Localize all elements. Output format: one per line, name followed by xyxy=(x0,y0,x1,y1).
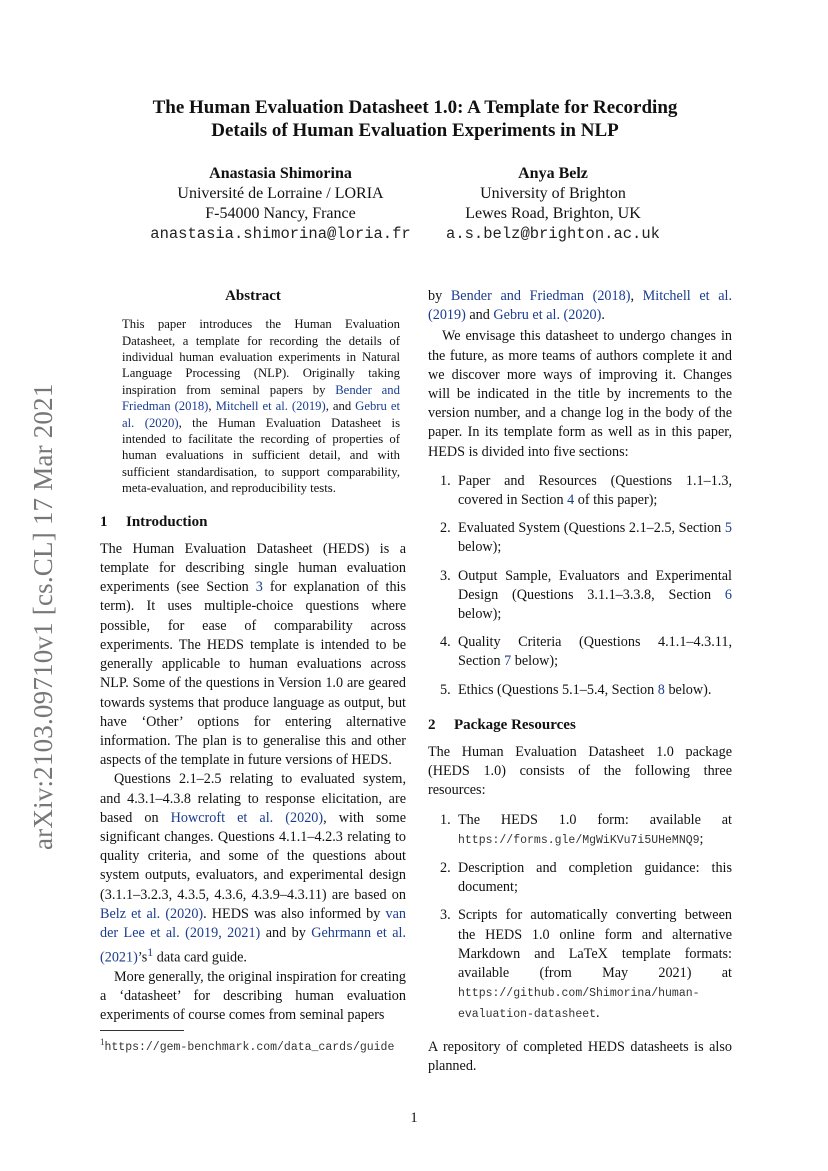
author-address: F-54000 Nancy, France xyxy=(205,205,356,222)
author-email[interactable]: anastasia.shimorina@loria.fr xyxy=(150,225,411,243)
footnote-marker: 1 xyxy=(100,1037,105,1047)
page-number: 1 xyxy=(410,1110,418,1126)
text-run: below); xyxy=(458,539,502,556)
form-url-link[interactable]: https://forms.gle/MgWiKVu7i5UHeMNQ9 xyxy=(458,833,700,847)
text-run: . xyxy=(601,307,605,324)
list-item xyxy=(428,472,732,510)
text-run: below); xyxy=(458,606,502,623)
text-run: Description and completion guidance: this document; xyxy=(458,860,732,896)
text-run: and by xyxy=(260,924,312,941)
intro-paragraph-2 xyxy=(100,770,406,968)
title-line-1: The Human Evaluation Datasheet 1.0: A Template for Recording xyxy=(152,97,678,118)
package-resources-list xyxy=(428,811,732,1024)
text-run: ; xyxy=(699,830,704,847)
text-run: data card guide. xyxy=(153,949,247,966)
text-run: . xyxy=(596,1004,600,1021)
text-run: and xyxy=(465,307,494,324)
package-intro: The Human Evaluation Datasheet 1.0 package (HEDS 1.0) consists of the following three resources: xyxy=(428,744,732,799)
author-name: Anastasia Shimorina xyxy=(209,165,352,182)
abstract-heading: Abstract xyxy=(225,288,281,304)
citation-link[interactable]: Howcroft et al. (2020) xyxy=(170,809,324,826)
intro-paragraph-3: More generally, the original inspiration for creating a ‘datasheet’ for describing human evaluation experiments of course comes from seminal papers xyxy=(100,969,406,1024)
text-run: Quality Criteria (Questions 4.1.1–4.3.11, Section xyxy=(458,634,732,670)
list-number: 1. xyxy=(440,472,451,489)
section-ref-link[interactable]: 4 xyxy=(567,492,575,509)
text-run: for explanation of this term). It uses multiple-choice questions where possible, for ease of comparability across experiments. The HEDS template is intended to be generally applicable to human evaluations across NLP. Some of the questions in Version 1.0 are geared towards systems that produce language as output, but have ‘Other’ options for entering alternative information. The plan is to generalise this and other aspects of the template in future versions of HEDS. xyxy=(100,579,407,769)
text-run: below). xyxy=(664,681,712,698)
text-run: , xyxy=(630,288,643,304)
text-run: The Human Evaluation Datasheet (HEDS) is a template for describing single human evaluation experiments (see Section xyxy=(100,540,406,596)
author-affiliation: Université de Lorraine / LORIA xyxy=(177,185,384,202)
list-number: 2. xyxy=(440,860,451,877)
list-number: 5. xyxy=(440,681,451,698)
section-heading-package-resources xyxy=(428,716,732,735)
text-run: The HEDS 1.0 form: available at xyxy=(458,811,732,828)
intro-paragraph-3-continued xyxy=(428,287,732,325)
citation-link[interactable]: van der Lee et al. (2019, 2021) xyxy=(100,905,406,941)
list-item xyxy=(428,859,732,897)
abstract-text-run: , the Human Evaluation Datasheet is intended to facilitate the recording of properties of human evaluations in sufficient detail, and with sufficient standardisation, to support comparability, meta-evaluation, and reproducibility tests. xyxy=(122,415,401,496)
citation-link[interactable]: Gebru et al. (2020) xyxy=(122,399,400,430)
intro-paragraph-1 xyxy=(100,540,406,770)
section-title: Package Resources xyxy=(454,716,576,733)
list-item xyxy=(428,633,732,671)
citation-link[interactable]: Gebru et al. (2020) xyxy=(493,307,602,324)
text-run: , with some significant changes. Questions 4.1.1–4.2.3 relating to quality criteria, and some of the questions about system outputs, evaluators, and experimental design (3.1.1–3.2.3, 4.3.5, 4.3.6, 4.3.9–4.3.11) are based on xyxy=(100,809,407,903)
section-heading-introduction xyxy=(100,513,406,532)
section-ref-link[interactable]: 3 xyxy=(255,579,263,596)
text-run: Scripts for automatically converting between the HEDS 1.0 online form and alternative Markdown and LaTeX template formats: available (from May 2021) at xyxy=(458,907,732,982)
list-number: 1. xyxy=(440,811,451,828)
list-number: 2. xyxy=(440,520,451,537)
paper-title xyxy=(100,96,730,142)
section-number: 1 xyxy=(100,513,108,530)
author-block-1 xyxy=(138,164,423,244)
author-name: Anya Belz xyxy=(518,165,588,182)
footnote xyxy=(100,1035,406,1055)
author-address: Lewes Road, Brighton, UK xyxy=(465,205,641,222)
list-item xyxy=(428,906,732,1023)
text-run: Evaluated System (Questions 2.1–2.5, Section xyxy=(458,520,725,537)
citation-link[interactable]: Bender and Friedman (2018) xyxy=(450,288,631,304)
list-item xyxy=(428,811,732,850)
title-line-2: Details of Human Evaluation Experiments in NLP xyxy=(211,120,619,141)
left-column xyxy=(100,287,406,1026)
list-number: 3. xyxy=(440,567,451,584)
footnote-divider xyxy=(100,1030,184,1031)
arxiv-identifier[interactable]: arXiv:2103.09710v1 [cs.CL] 17 Mar 2021 xyxy=(28,383,58,850)
text-run: Questions 2.1–2.5 relating to evaluated system, and 4.3.1–4.3.8 relating to response elicitation, are based on xyxy=(100,771,406,826)
text-run: . HEDS was also informed by xyxy=(203,905,386,922)
list-item xyxy=(428,567,732,625)
citation-link[interactable]: Mitchell et al. (2019) xyxy=(428,288,733,324)
citation-link[interactable]: Bender and Friedman (2018) xyxy=(122,382,400,414)
section-ref-link[interactable]: 5 xyxy=(724,520,732,537)
section-ref-link[interactable]: 8 xyxy=(657,681,665,698)
section-title: Introduction xyxy=(126,513,208,530)
text-run: Ethics (Questions 5.1–5.4, Section xyxy=(458,681,658,698)
citation-link[interactable]: Mitchell et al. (2019) xyxy=(215,399,326,414)
text-run: Paper and Resources (Questions 1.1–1.3, covered in Section xyxy=(458,472,732,509)
right-column xyxy=(428,287,732,1076)
text-run: Output Sample, Evaluators and Experimental Design (Questions 3.1.1–3.3.8, Section xyxy=(458,567,732,603)
list-item xyxy=(428,519,732,557)
github-url-link[interactable]: https://github.com/Shimorina/human-evaluation-datasheet xyxy=(458,987,700,1021)
intro-paragraph-4: We envisage this datasheet to undergo changes in the future, as more teams of authors complete it and we discover more ways of improving it. Changes will be indicated in the title by increments to the version number, and a change log in the body of the paper. In its template form as well as in this paper, HEDS is divided into five sections: xyxy=(428,328,732,460)
text-run: of this paper); xyxy=(574,492,658,509)
footnote-marker[interactable]: 1 xyxy=(147,945,154,960)
list-number: 3. xyxy=(440,907,451,924)
abstract-text xyxy=(122,316,400,496)
section-ref-link[interactable]: 6 xyxy=(724,586,732,603)
author-affiliation: University of Brighton xyxy=(480,185,626,202)
citation-link[interactable]: Gehrmann et al. (2021) xyxy=(100,924,406,966)
heds-sections-list xyxy=(428,472,732,700)
list-number: 4. xyxy=(440,634,451,651)
text-run: by xyxy=(428,288,451,304)
abstract-text-run: This paper introduces the Human Evaluation Datasheet, a template for recording the details of individual human evaluation experiments in Natural Language Processing (NLP). Originally taking inspiration from seminal papers by xyxy=(122,317,400,397)
text-run: ’s xyxy=(137,949,148,966)
text-run: below); xyxy=(511,653,559,670)
abstract-text-run: , xyxy=(208,399,216,414)
citation-link[interactable]: Belz et al. (2020) xyxy=(100,905,204,922)
footnote-url-link[interactable]: https://gem-benchmark.com/data_cards/guide xyxy=(104,1040,395,1054)
section-number: 2 xyxy=(428,716,436,733)
section-ref-link[interactable]: 7 xyxy=(504,653,512,670)
list-item xyxy=(428,681,732,700)
closing-paragraph: A repository of completed HEDS datasheets is also planned. xyxy=(428,1038,732,1074)
author-block-2 xyxy=(437,164,669,244)
author-email[interactable]: a.s.belz@brighton.ac.uk xyxy=(446,225,660,243)
abstract-text-run: , and xyxy=(325,399,356,414)
